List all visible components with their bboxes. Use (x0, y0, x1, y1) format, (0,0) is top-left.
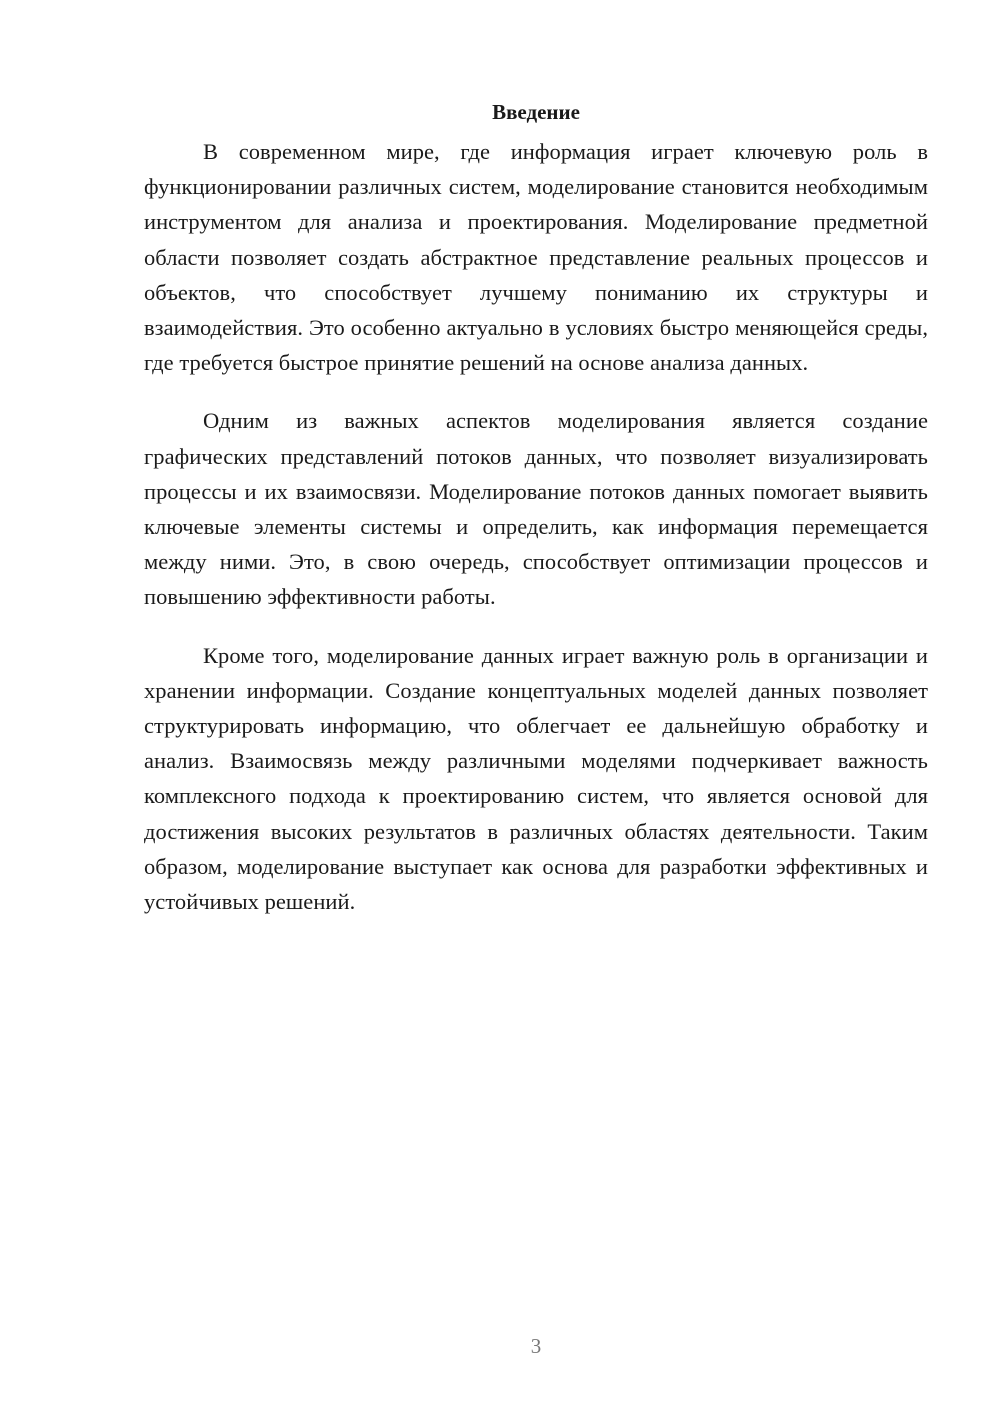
section-heading: Введение (492, 100, 580, 124)
page-number: 3 (530, 1334, 542, 1358)
paragraph-3: Кроме того, моделирование данных играет важную роль в организации и хранении информации. Создание концептуальных моделей данных позволяет структурировать информацию, что облегчает ее дальнейшую обработку и анализ. Взаимосвязь между различными моделями подчеркивает важность комплексного подхода к проектированию систем, что является основой для достижения высоких результатов в различных областях деятельности. Таким образом, моделирование выступает как основа для разработки эффективных и устойчивых решений. (144, 642, 928, 915)
paragraph-1: В современном мире, где информация играет ключевую роль в функционировании различных систем, моделирование становится необходимым инструментом для анализа и проектирования. Моделирование предметной области позволяет создать абстрактное представление реальных процессов и объектов, что способствует лучшему пониманию их структуры и взаимодействия. Это особенно актуально в условиях быстро меняющейся среды, где требуется быстрое принятие решений на основе анализа данных. (144, 139, 928, 376)
page-content (144, 98, 928, 942)
paragraph-2: Одним из важных аспектов моделирования является создание графических представлений потоков данных, что позволяет визуализировать процессы и их взаимосвязи. Моделирование потоков данных помогает выявить ключевые элементы системы и определить, как информация перемещается между ними. Это, в свою очередь, способствует оптимизации процессов и повышению эффективности работы. (144, 408, 928, 610)
